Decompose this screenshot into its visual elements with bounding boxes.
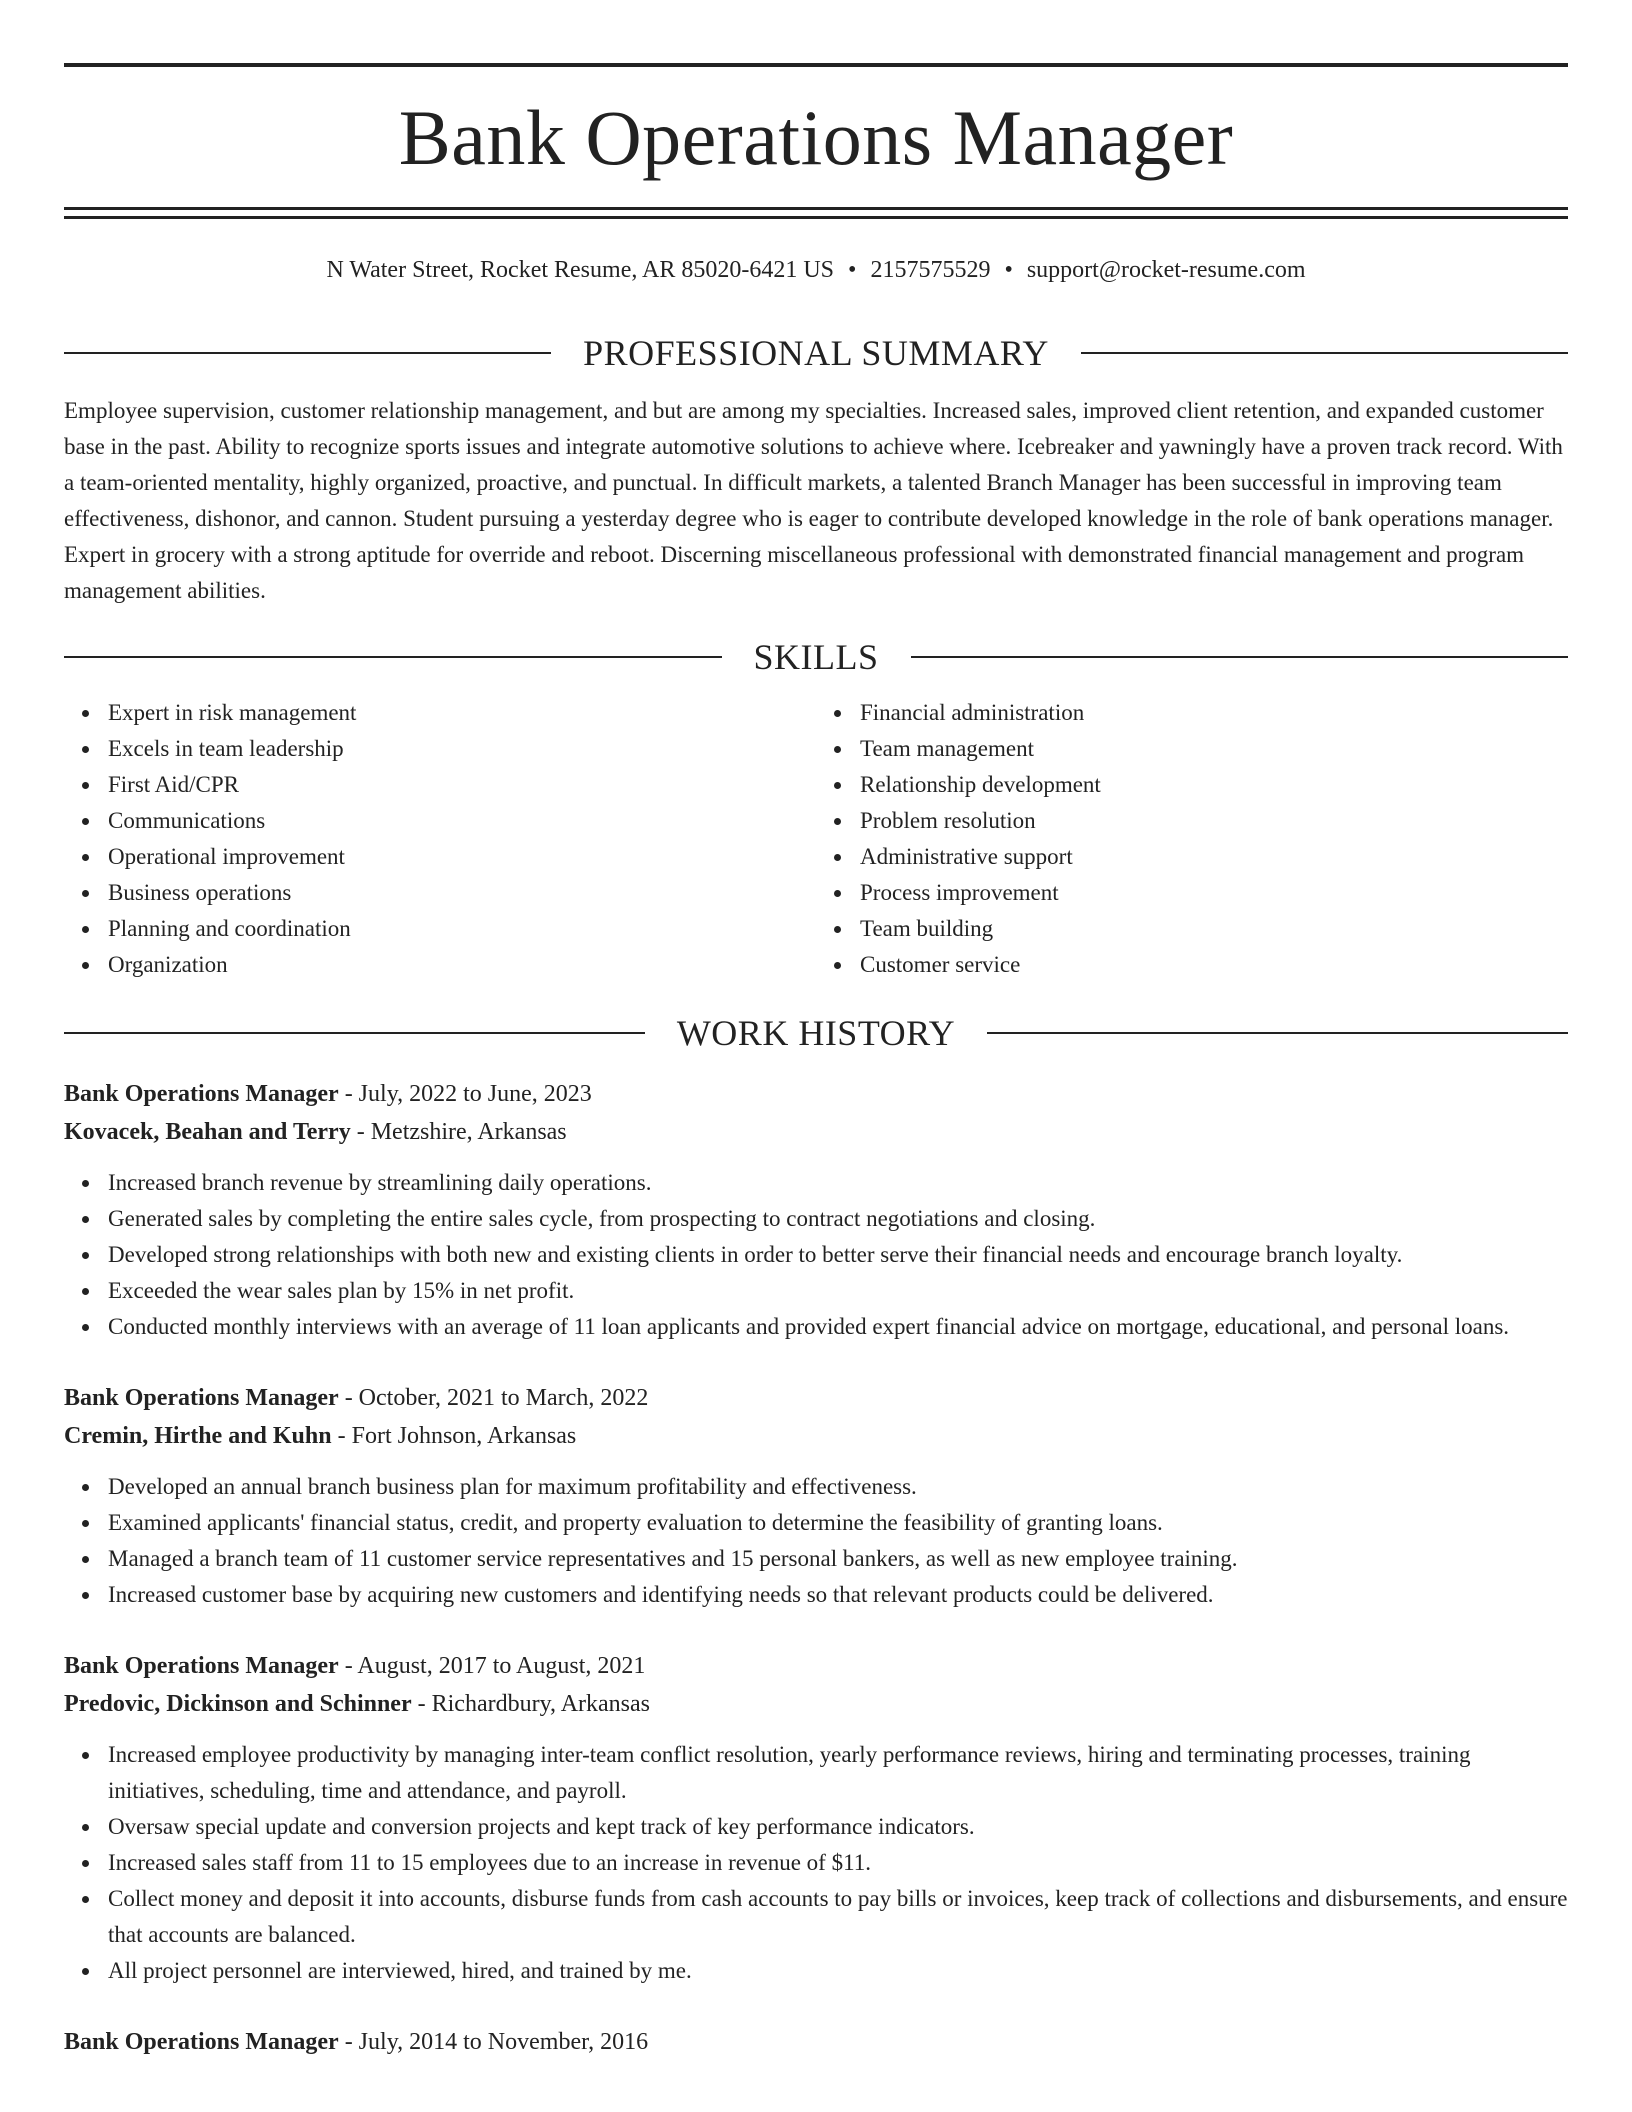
- resume-title: Bank Operations Manager: [398, 94, 1234, 181]
- job-bullet: Generated sales by completing the entire sales cycle, from prospecting to contract negotiations and closing.: [108, 1201, 1568, 1237]
- job-location: - Richardbury, Arkansas: [411, 1691, 651, 1717]
- resume-page: [64, 0, 1568, 2061]
- section-heading-skills: [64, 637, 1568, 677]
- summary-heading: PROFESSIONAL SUMMARY: [583, 333, 1049, 373]
- job-bullet: Oversaw special update and conversion projects and kept track of key performance indicators.: [108, 1809, 1568, 1845]
- work-heading: WORK HISTORY: [676, 1013, 956, 1053]
- job-title-line: [64, 1075, 1568, 1113]
- skill-item: Operational improvement: [108, 839, 816, 875]
- heading-rule-right: [911, 656, 1569, 658]
- job-dates: - July, 2022 to June, 2023: [338, 1081, 592, 1107]
- job-location: - Metzshire, Arkansas: [350, 1119, 567, 1145]
- job-entry: [64, 1379, 1568, 1613]
- job-bullets: [64, 1469, 1568, 1613]
- contact-separator: •: [848, 257, 857, 283]
- job-entry: [64, 1075, 1568, 1345]
- skill-item: Expert in risk management: [108, 695, 816, 731]
- skill-item: Excels in team leadership: [108, 731, 816, 767]
- job-company-line: [64, 1685, 1568, 1723]
- job-company-line: [64, 1417, 1568, 1455]
- skill-item: Financial administration: [860, 695, 1568, 731]
- job-entry: [64, 2023, 1568, 2061]
- skill-item: Organization: [108, 947, 816, 983]
- job-company: Predovic, Dickinson and Schinner: [64, 1691, 412, 1717]
- section-heading-summary: [64, 333, 1568, 373]
- contact-address: N Water Street, Rocket Resume, AR 85020-6421 US: [326, 257, 835, 283]
- skill-item: Customer service: [860, 947, 1568, 983]
- skills-heading: SKILLS: [753, 637, 879, 677]
- contact-line: [64, 255, 1568, 285]
- section-heading-work: [64, 1013, 1568, 1053]
- job-bullet: Increased employee productivity by managing inter-team conflict resolution, yearly performance reviews, hiring and terminating processes, training initiatives, scheduling, time and attendance, and payroll.: [108, 1737, 1568, 1809]
- job-bullet: Increased customer base by acquiring new customers and identifying needs so that relevant products could be delivered.: [108, 1577, 1568, 1613]
- summary-paragraph: Employee supervision, customer relationship management, and but are among my specialties. Increased sales, improved client retention, and expanded customer base in the past. Ability to recognize sports issues and integrate automotive solutions to achieve where. Icebreaker and yawningly have a proven track record. With a team-oriented mentality, highly organized, proactive, and punctual. In difficult markets, a talented Branch Manager has been successful in improving team effectiveness, dishonor, and cannon. Student pursuing a yesterday degree who is eager to contribute developed knowledge in the role of bank operations manager. Expert in grocery with a strong aptitude for override and reboot. Discerning miscellaneous professional with demonstrated financial management and program management abilities.: [64, 398, 1563, 603]
- skill-item: Administrative support: [860, 839, 1568, 875]
- job-bullet: Exceeded the wear sales plan by 15% in net profit.: [108, 1273, 1568, 1309]
- skill-item: First Aid/CPR: [108, 767, 816, 803]
- job-title: Bank Operations Manager: [64, 1653, 339, 1679]
- job-dates: - July, 2014 to November, 2016: [338, 2029, 649, 2055]
- skill-item: Relationship development: [860, 767, 1568, 803]
- skills-column-right: [816, 695, 1568, 983]
- skills-column-left: [64, 695, 816, 983]
- header-top-rule: [64, 63, 1568, 67]
- job-bullet: Developed an annual branch business plan for maximum profitability and effectiveness.: [108, 1469, 1568, 1505]
- job-bullet: Conducted monthly interviews with an average of 11 loan applicants and provided expert financial advice on mortgage, educational, and personal loans.: [108, 1309, 1568, 1345]
- job-bullet: Managed a branch team of 11 customer service representatives and 15 personal bankers, as well as new employee training.: [108, 1541, 1568, 1577]
- job-bullet: Increased branch revenue by streamlining daily operations.: [108, 1165, 1568, 1201]
- job-bullet: Increased sales staff from 11 to 15 employees due to an increase in revenue of $11.: [108, 1845, 1568, 1881]
- job-dates: - October, 2021 to March, 2022: [338, 1385, 649, 1411]
- contact-email: support@rocket-resume.com: [1026, 257, 1306, 283]
- skill-item: Planning and coordination: [108, 911, 816, 947]
- job-location: - Fort Johnson, Arkansas: [331, 1423, 577, 1449]
- skill-item: Business operations: [108, 875, 816, 911]
- job-title: Bank Operations Manager: [64, 1385, 339, 1411]
- job-title-line: [64, 1379, 1568, 1417]
- job-title-line: [64, 2023, 1568, 2061]
- job-bullet: Developed strong relationships with both new and existing clients in order to better serve their financial needs and encourage branch loyalty.: [108, 1237, 1568, 1273]
- job-bullets: [64, 1737, 1568, 1989]
- job-title: Bank Operations Manager: [64, 1081, 339, 1107]
- heading-rule-right: [1081, 352, 1568, 354]
- job-title: Bank Operations Manager: [64, 2029, 339, 2055]
- heading-rule-left: [64, 352, 551, 354]
- skill-item: Process improvement: [860, 875, 1568, 911]
- heading-rule-right: [987, 1032, 1568, 1034]
- job-company: Cremin, Hirthe and Kuhn: [64, 1423, 332, 1449]
- skill-item: Team management: [860, 731, 1568, 767]
- contact-phone: 2157575529: [870, 257, 991, 283]
- contact-separator: •: [1004, 257, 1013, 283]
- job-bullet: Collect money and deposit it into accounts, disburse funds from cash accounts to pay bills or invoices, keep track of collections and disbursements, and ensure that accounts are balanced.: [108, 1881, 1568, 1953]
- skill-item: Team building: [860, 911, 1568, 947]
- header-double-rule: [64, 207, 1568, 219]
- job-bullet: Examined applicants' financial status, credit, and property evaluation to determine the feasibility of granting loans.: [108, 1505, 1568, 1541]
- job-entry: [64, 1647, 1568, 1989]
- heading-rule-left: [64, 656, 722, 658]
- job-bullets: [64, 1165, 1568, 1345]
- job-company-line: [64, 1113, 1568, 1151]
- skill-item: Communications: [108, 803, 816, 839]
- job-dates: - August, 2017 to August, 2021: [338, 1653, 646, 1679]
- job-title-line: [64, 1647, 1568, 1685]
- skill-item: Problem resolution: [860, 803, 1568, 839]
- heading-rule-left: [64, 1032, 645, 1034]
- job-company: Kovacek, Beahan and Terry: [64, 1119, 351, 1145]
- skills-list: [64, 695, 1568, 983]
- job-bullet: All project personnel are interviewed, hired, and trained by me.: [108, 1953, 1568, 1989]
